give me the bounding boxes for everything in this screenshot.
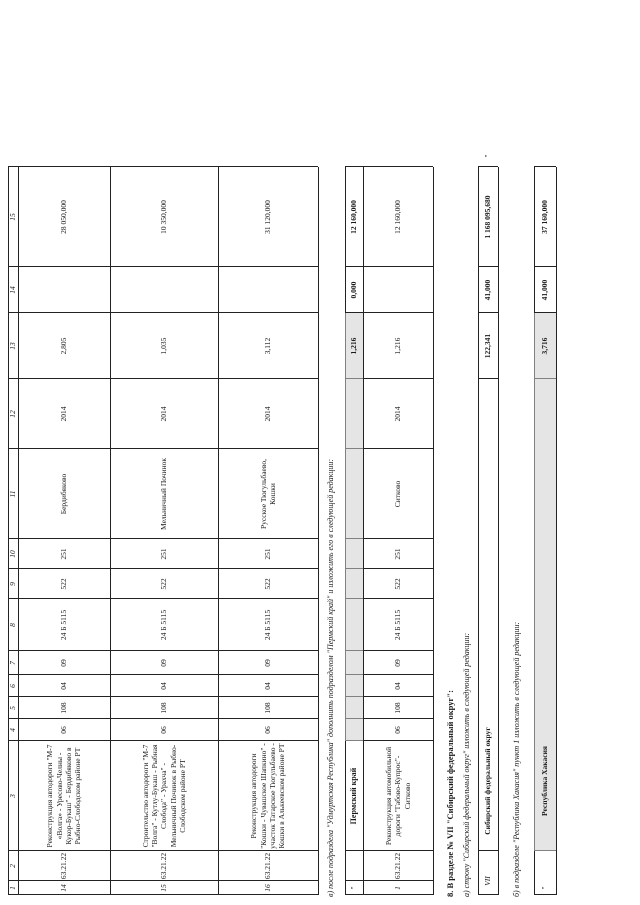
quote-mark: " xyxy=(540,886,550,890)
hak-c14: 41,000 xyxy=(540,279,550,301)
table-row xyxy=(110,165,218,905)
amendment-note-a: а) строку "Сибирский федеральный округ" изложить в следующей редакции: xyxy=(462,632,471,897)
cell-c7: 09 xyxy=(263,659,273,667)
cell-code: 63.21.22 xyxy=(159,852,169,880)
cell-c7: 09 xyxy=(59,659,69,667)
cell-code: 63.21.22 xyxy=(263,852,273,880)
col-header-1: 1 xyxy=(8,886,18,890)
col-header-10: 10 xyxy=(8,550,18,558)
quote-mark: " xyxy=(349,886,359,890)
cell-locality: Бердибяково xyxy=(59,473,69,515)
col-header-9: 9 xyxy=(8,582,18,586)
table-row xyxy=(218,165,318,905)
col-header-8: 8 xyxy=(8,623,18,627)
col-header-2: 2 xyxy=(8,864,18,868)
siberian-district-label: Сибирский федеральный округ xyxy=(483,727,493,835)
cell-c4: 06 xyxy=(393,726,403,734)
table-rule xyxy=(498,167,499,895)
cell-c9: 522 xyxy=(263,578,273,590)
cell-c4: 06 xyxy=(263,726,273,734)
cell-c10: 251 xyxy=(393,548,403,560)
cell-name: Реконструкция автомобильной дороги "Габово-Купрос"-Ситково xyxy=(383,746,412,846)
sib-c14: 41,000 xyxy=(483,279,493,301)
cell-name: Реконструкция автодороги "М-7 «Волга» - Уресово-Челны - Кукор-Букаш" - Бердибяково в Рыбно-Слободском районе РТ xyxy=(45,744,83,848)
cell-c6: 04 xyxy=(263,682,273,690)
cell-c10: 251 xyxy=(263,548,273,560)
row-number: 14 xyxy=(59,884,69,892)
hak-amount: 37 160,000 xyxy=(540,200,550,234)
row-number: 15 xyxy=(159,884,169,892)
cell-c6: 04 xyxy=(159,682,169,690)
cell-c8: 24 Б 5115 xyxy=(159,609,169,641)
cell-locality: Русское Тюгульбаево, Кошки xyxy=(258,459,277,529)
row-number: 1 xyxy=(393,886,403,890)
amendment-note-v: в) после подраздела "Удмуртская Республика" дополнить подразделом "Пермский край" и изложить его в следующей редакции: xyxy=(326,458,335,897)
cell-c4: 06 xyxy=(159,726,169,734)
cell-year: 2014 xyxy=(263,406,273,422)
cell-length: 1,035 xyxy=(159,337,169,355)
col-header-6: 6 xyxy=(8,684,18,688)
cell-length: 2,805 xyxy=(59,337,69,355)
cell-c14 xyxy=(18,267,110,313)
col-header-11: 11 xyxy=(8,490,18,498)
cell-c5: 108 xyxy=(159,702,169,714)
cell-c10: 251 xyxy=(59,548,69,560)
col-header-14: 14 xyxy=(8,286,18,294)
col-header-13: 13 xyxy=(8,342,18,350)
cell-c5: 108 xyxy=(263,702,273,714)
cell-year: 2014 xyxy=(159,406,169,422)
cell-c4: 06 xyxy=(59,726,69,734)
cell-amount: 28 050,000 xyxy=(59,200,69,234)
table-rule xyxy=(318,167,319,895)
perm-c14: 0,000 xyxy=(349,281,359,299)
cell-locality: Мельничный Починок xyxy=(159,458,169,530)
cell-c5: 108 xyxy=(59,702,69,714)
cell-c8: 24 Б 5115 xyxy=(263,609,273,641)
subsection-title-khakassia: Республика Хакасия xyxy=(540,746,550,816)
cell-c14 xyxy=(218,267,318,313)
cell-c9: 522 xyxy=(159,578,169,590)
col-header-4: 4 xyxy=(8,728,18,732)
table-row xyxy=(18,165,110,905)
cell-c6: 04 xyxy=(59,682,69,690)
col-header-7: 7 xyxy=(8,661,18,665)
table-rule xyxy=(556,167,557,895)
sib-length: 122,341 xyxy=(483,333,493,359)
cell-c7: 09 xyxy=(159,659,169,667)
cell-year: 2014 xyxy=(393,406,403,422)
cell-c5: 108 xyxy=(393,702,403,714)
cell-c14 xyxy=(110,267,218,313)
cell-c9: 522 xyxy=(393,578,403,590)
cell-amount: 12 160,000 xyxy=(393,200,403,234)
cell-code: 63.21.22 xyxy=(393,852,403,880)
cell-code: 63.21.22 xyxy=(59,852,69,880)
cell-c9: 522 xyxy=(59,578,69,590)
cell-amount: 10 350,000 xyxy=(159,200,169,234)
perm-amount: 12 160,000 xyxy=(349,200,359,234)
col-header-5: 5 xyxy=(8,706,18,710)
section-heading-8: 8. В разделе № VII "Сибирский федеральный округ": xyxy=(445,690,455,897)
sib-amount: 1 168 095,680 xyxy=(483,195,493,239)
cell-locality: Ситково xyxy=(393,480,403,508)
col-header-3: 3 xyxy=(8,794,18,798)
hak-length: 3,716 xyxy=(540,337,550,355)
cell-name: Строительство автодороги "М-7 "Волга" - Кутлу-Букаш - Рыбная Слобода" - Урахча" - Мельничный Починок в Рыбно-Слободском районе РТ xyxy=(140,744,188,848)
cell-c14 xyxy=(363,267,433,313)
cell-c10: 251 xyxy=(159,548,169,560)
cell-length: 1,216 xyxy=(393,337,403,355)
row-number: 16 xyxy=(263,884,273,892)
perm-length: 1,216 xyxy=(349,337,359,355)
col-header-15: 15 xyxy=(8,213,18,221)
amendment-note-b: б) в подразделе "Республика Хакасия" пункт 1 изложить в следующей редакции: xyxy=(512,621,521,897)
cell-c6: 04 xyxy=(393,682,403,690)
table-rule xyxy=(433,167,434,895)
cell-name: Реконструкция автодороги "Кошки - Чувашское Шапкино" - участок Татарское Тюгульбаево - Кошки в Алькеевском районе РТ xyxy=(249,743,287,849)
cell-length: 3,112 xyxy=(263,337,273,355)
section-number: VII xyxy=(483,876,493,886)
subsection-title-perm: Пермский край xyxy=(349,767,358,825)
table-row xyxy=(363,165,433,905)
cell-amount: 31 120,000 xyxy=(263,200,273,234)
quote-mark: " xyxy=(483,154,493,158)
cell-c7: 09 xyxy=(393,659,403,667)
cell-c8: 24 Б 5115 xyxy=(393,609,403,641)
cell-c8: 24 Б 5115 xyxy=(59,609,69,641)
cell-year: 2014 xyxy=(59,406,69,422)
col-header-12: 12 xyxy=(8,410,18,418)
